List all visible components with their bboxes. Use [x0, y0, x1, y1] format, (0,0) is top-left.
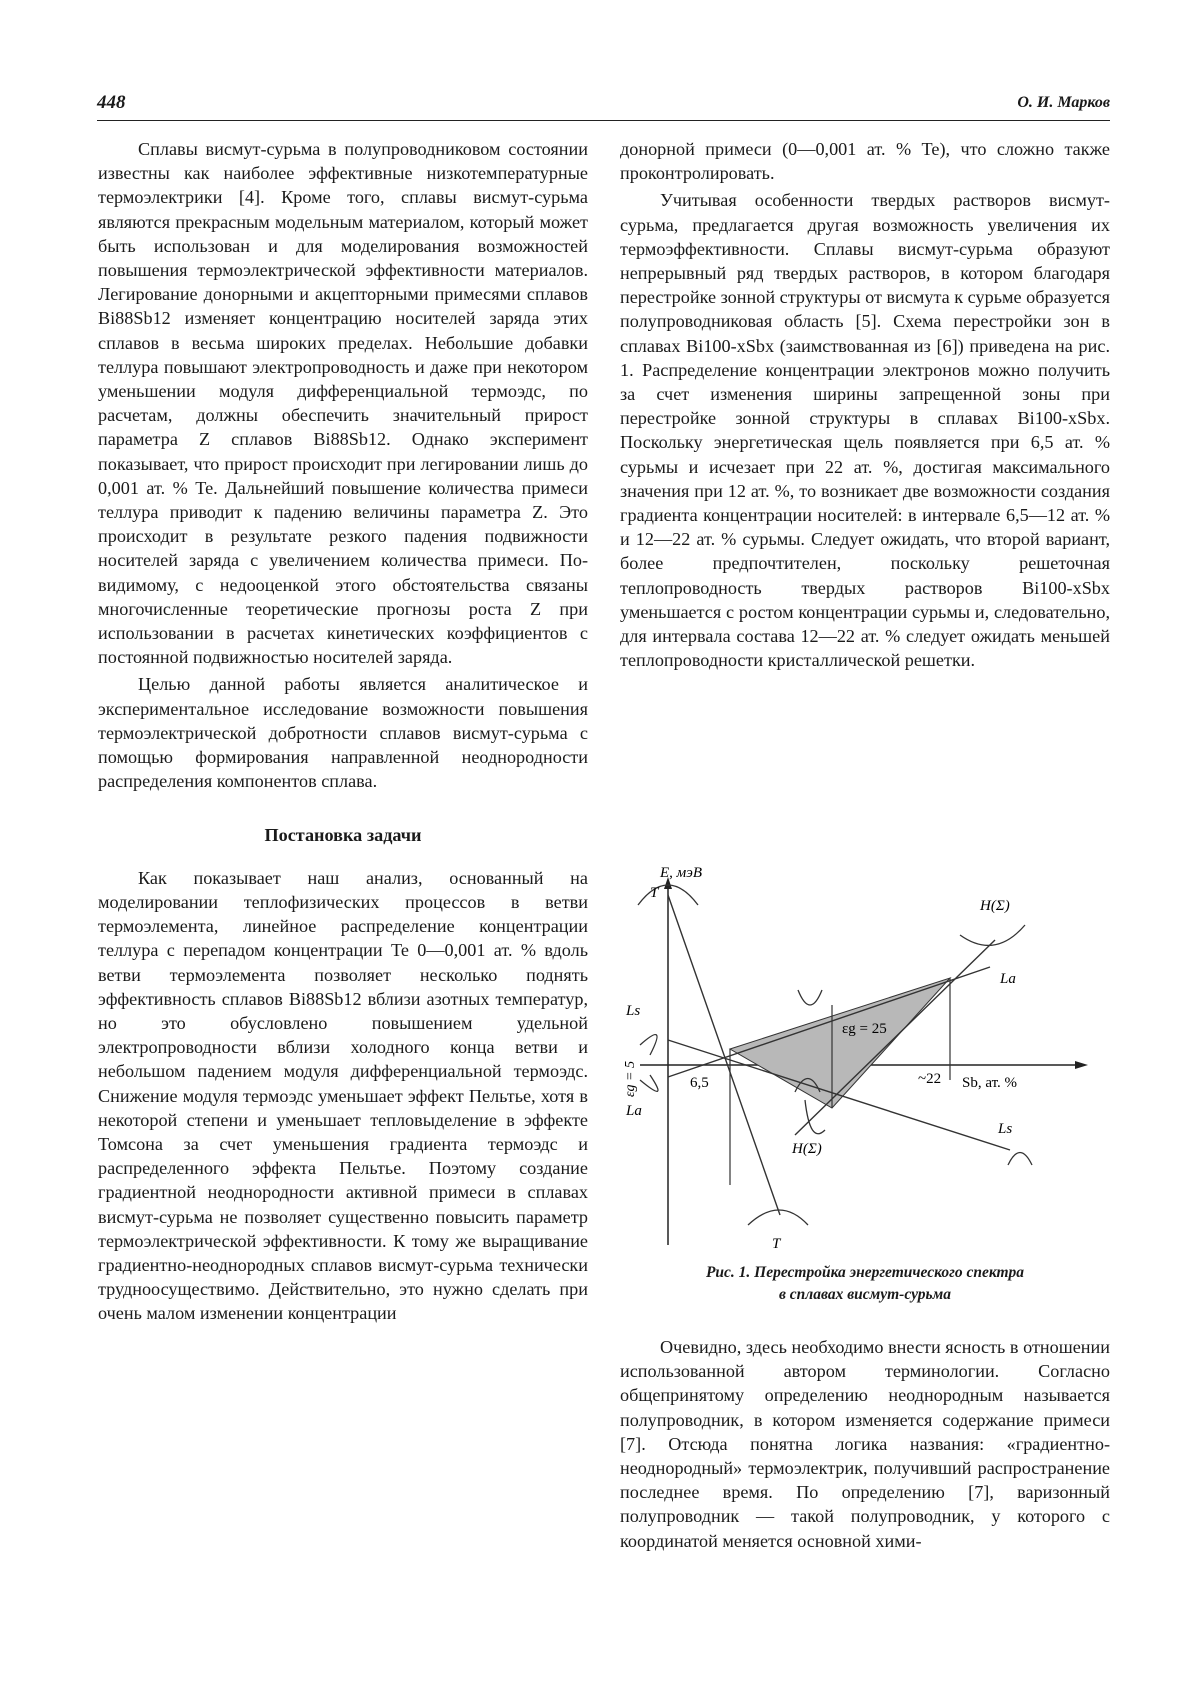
paragraph: Учитывая особенности твердых растворов висмут-сурьма, предлагается другая возможность увеличения их термоэффективности. Сплавы висмут-сурьма образуют непрерывный ряд твердых растворов, в котором благодаря перестройке зонной структуры от висмута к сурьме образуется полупроводниковая область [5]. Схема перестройки зон в сплавах Bi100-xSbx (заимствованная из [6]) приведена на рис. 1. Распределение концентрации электронов можно получить за счет изменения ширины запрещенной зоны при перестройке зонной структуры в сплавах Bi100-xSbx. Поскольку энергетическая щель появляется при 6,5 ат. % сурьмы и исчезает при 22 ат. %, достигая максимального значения при 12 ат. %, то возникает две возможности создания градиента концентрации носителей: в интервале 6,5—12 ат. % и 12—22 ат. % сурьмы. Следует ожидать, что второй вариант, более предпочтителен, поскольку решеточная теплопроводность твердых растворов Bi100-xSbx уменьшается с ростом концентрации сурьмы и, следовательно, для интервала состава 12—22 ат. % следует ожидать меньшей теплопроводности кристаллической решетки.	[620, 190, 1110, 671]
arc-T-bottom	[748, 1210, 808, 1225]
right-column-continued	[620, 1335, 1110, 1553]
label-Ls-right: Ls	[998, 1121, 1013, 1137]
caption-line: Рис. 1. Перестройка энергетического спектра	[705, 1264, 1025, 1281]
section-heading: Постановка задачи	[264, 825, 422, 846]
label-T-bottom: T	[772, 1236, 781, 1252]
label-eg25: εg = 25	[842, 1021, 887, 1037]
arc-left-lower	[640, 1075, 658, 1091]
tick-label-65: 6,5	[690, 1075, 709, 1091]
label-H-top: H(Σ)	[980, 898, 1010, 914]
paragraph: Сплавы висмут-сурьма в полупроводниковом состоянии известны как наиболее эффективные низкотемпературные термоэлектрики [4]. Кроме того, сплавы висмут-сурьма являются прекрасным модельным материалом, который может быть использован и для моделирования возможностей повышения термоэлектрической эффективности материалов. Легирование донорными и акцепторными примесями сплавов Bi88Sb12 изменяет концентрацию носителей заряда этих сплавов в весьма широких пределах. Небольшие добавки теллура повышают электропроводность и даже при некотором уменьшении модуля дифференциальной термоэдс, по расчетам, должны обеспечить значительный прирост параметра Z сплавов Bi88Sb12. Однако эксперимент показывает, что прирост происходит при легировании лишь до 0,001 ат. % Te. Дальнейший повышение количества примеси теллура приводит к падению величины параметра Z. Это происходит в результате резкого падения подвижности носителей заряда с увеличением количества примеси. По-видимому, с недооценкой этого обстоятельства связаны многочисленные теоретические прогнозы роста Z при использовании в расчетах кинетических коэффициентов с постоянной подвижностью носителей заряда.	[98, 139, 588, 668]
paragraph: Очевидно, здесь необходимо внести ясность в отношении использованной автором терминологии. Согласно общепринятому определению неоднородным называется полупроводник, в котором изменяется содержание примеси [7]. Отсюда понятна логика названия: «градиентно-неоднородный» термоэлектрик, получивший распространение последнее время. По определению [7], варизонный полупроводник — такой полупроводник, у которого с координатой меняется основной хими-	[620, 1337, 1110, 1551]
arc-left-upper	[640, 1035, 657, 1055]
x-axis-arrow-icon	[1075, 1061, 1088, 1069]
running-author: О. И. Марков	[1017, 94, 1110, 111]
arc-top-mid	[798, 990, 822, 1005]
band-diagram-svg	[620, 855, 1120, 1275]
x-axis-label: Sb, ат. %	[962, 1075, 1018, 1091]
label-T-top: T	[650, 885, 659, 901]
label-eg5: εg = 5	[623, 1061, 638, 1097]
paragraph: Как показывает наш анализ, основанный на моделировании теплофизических процессов в ветви термоэлемента, линейное распределение концентрации теллура с перепадом концентрации Te 0—0,001 ат. % вдоль ветви термоэлемента позволяет несколько поднять эффективность сплавов Bi88Sb12 вблизи азотных температур, но это обусловлено повышением удельной электропроводности вблизи холодного конца ветви и небольшом падением модуля дифференциальной термоэдс. Снижение модуля термоэдс уменьшает эффект Пельтье, хотя в некоторой степени и уменьшает тепловыделение в эффекте Томсона за счет уменьшения градиента термоэдс и распределенного эффекта Пельтье. Поэтому создание градиентной неоднородности активной примеси в сплавах висмут-сурьма не позволяет существенно повысить параметр термоэлектрической эффективности. К тому же выращивание градиентно-неоднородных сплавов висмут-сурьма технически трудноосуществимо. Действительно, это нужно сделать при очень малом изменении концентрации	[98, 867, 588, 1324]
figure-caption	[620, 1262, 1110, 1306]
arc-Ls-right	[1008, 1153, 1032, 1166]
gap-region	[730, 978, 950, 1108]
caption-line: в сплавах висмут-сурьма	[779, 1286, 951, 1303]
label-La-right: La	[1000, 971, 1016, 987]
paragraph: Целью данной работы является аналитическое и экспериментальное исследование возможности повышения термоэлектрической добротности сплавов висмут-сурьма с помощью формирования направленной неоднородности распределения компонентов сплава.	[98, 674, 588, 792]
y-axis-label: E, мэВ	[660, 865, 703, 881]
label-Ls-left: Ls	[626, 1003, 641, 1019]
page-header	[97, 92, 1110, 121]
tick-label-22: ~22	[918, 1071, 942, 1087]
label-La-left: La	[626, 1103, 642, 1119]
page-number: 448	[97, 92, 126, 113]
arc-H-bottom	[805, 1100, 825, 1134]
right-column	[620, 137, 1110, 672]
figure-band-diagram	[620, 855, 1120, 1275]
label-H-bottom: H(Σ)	[792, 1141, 822, 1157]
left-column	[98, 137, 588, 1326]
paragraph: донорной примеси (0—0,001 ат. % Te), что сложно также проконтролировать.	[620, 139, 1110, 184]
